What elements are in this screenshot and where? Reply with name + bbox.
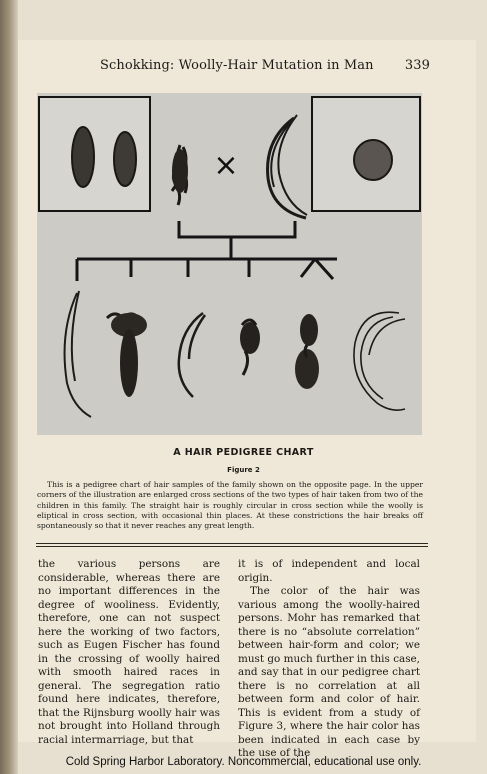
section-rule-top xyxy=(36,543,428,544)
straight-cross-section xyxy=(354,140,392,180)
child-3-straight-hair xyxy=(179,313,205,397)
figure-label: Figure 2 xyxy=(227,466,260,474)
child-2-woolly-hair xyxy=(107,313,147,397)
text-column-right xyxy=(238,558,420,761)
child-6-straight-hair xyxy=(354,312,405,410)
right-column-paragraph-2: The color of the hair was various among the woolly-haired persons. Mohr has remarked that there is no “absolute correlation” between hair-form and color; we must go much further in this case, and say that in our pedigree chart there is no correlation at all between form and color of hair. This is evident from a study of Figure 3, where the hair color has been indicated in each case by the use of the xyxy=(238,585,420,759)
figure-caption: This is a pedigree chart of hair samples of the family shown on the opposite page. In the upper corners of the illustration are enlarged cross sections of the two types of hair taken from two of the children in this family. The straight hair is roughly circular in cross section while the woolly is eliptical in cross section, with occasional thin places. At these constrictions the hair breaks off spontaneously so that it never reaches any great length. xyxy=(37,480,423,531)
child-5-woolly-hair xyxy=(295,314,319,389)
child-4-woolly-hair xyxy=(240,320,260,375)
pedigree-lines xyxy=(77,221,337,281)
cross-symbol: × xyxy=(213,148,239,183)
right-column-paragraph-1: it is of independent and local origin. xyxy=(238,558,420,584)
figure-title: A HAIR PEDIGREE CHART xyxy=(173,447,314,458)
parent-woolly-hair xyxy=(172,145,188,205)
page-number: 339 xyxy=(404,58,430,73)
section-rule-bottom xyxy=(36,546,428,547)
left-column-paragraph: the various persons are considerable, whereas there are no important differences in the degree of wooliness. Evidently, therefore, one can not suspect here the working of two factors, such as Eugen Fischer has found in the crossing of woolly haired with smooth haired races in general. The segregation ratio found here indicates, therefore, that the Rijnsburg woolly hair was not brought into Holland through racial intermarriage, but that xyxy=(38,558,220,746)
running-head xyxy=(100,58,430,73)
hair-pedigree-plate xyxy=(37,93,422,435)
child-1-straight-hair xyxy=(65,291,91,417)
text-column-left xyxy=(38,558,220,747)
woolly-cross-section-2 xyxy=(114,132,136,186)
pedigree-figure xyxy=(37,93,422,435)
parent-straight-hair xyxy=(268,115,307,218)
running-head-title: Schokking: Woolly-Hair Mutation in Man xyxy=(100,58,374,73)
woolly-cross-section-1 xyxy=(72,127,94,187)
book-spine-shadow xyxy=(0,0,18,774)
footer-credit: Cold Spring Harbor Laboratory. Noncommercial, educational use only. xyxy=(65,756,422,768)
